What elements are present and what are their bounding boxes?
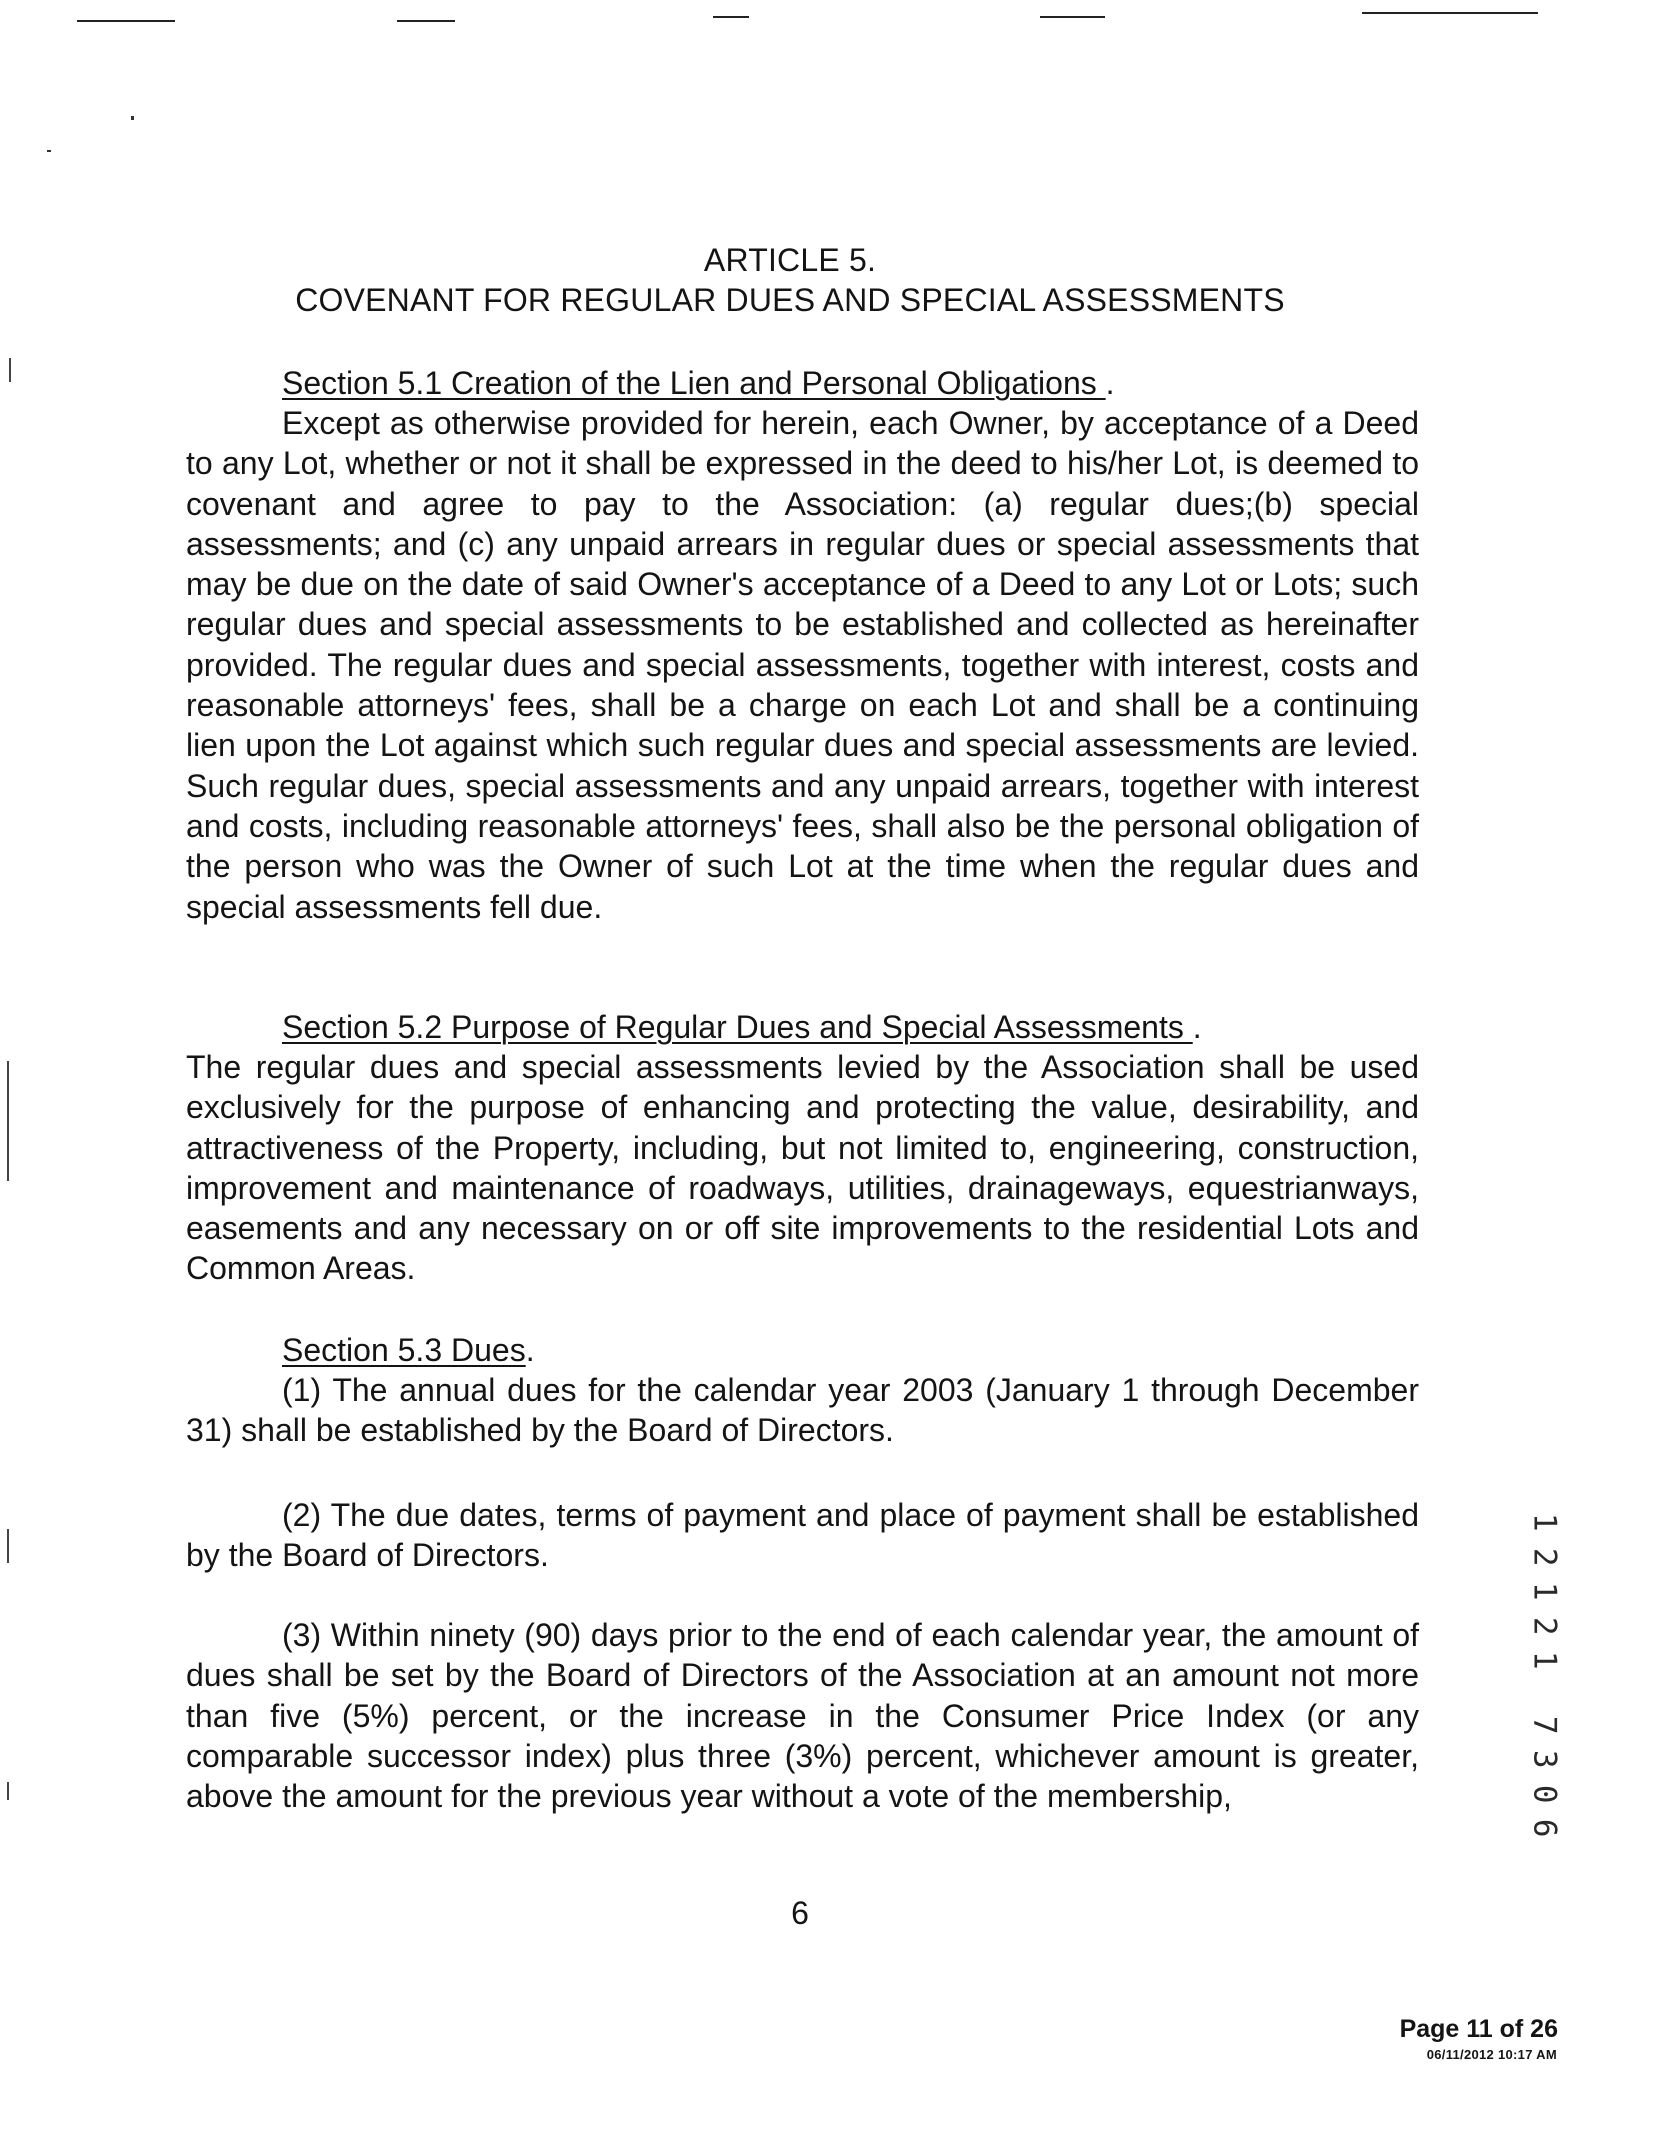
section-paragraph: Except as otherwise provided for herein, each Owner, by acceptance of a Deed to any Lot, whether or not it shall be expressed in the deed to his/her Lot, is deemed to covenant and agree to pay to the Association: (a) regular dues;(b) special assessments; and (c) any unpaid arrears in regular dues or special assessments that may be due on the date of said Owner's acceptance of a Deed to any Lot or Lots; such regular dues and special assessments to be established and collected as hereinafter provided. The regular dues and special assessments, together with interest, costs and reasonable attorneys' fees, shall be a charge on each Lot and shall be a continuing lien upon the Lot against which such regular dues and special assessments are levied. Such regular dues, special assessments and any unpaid arrears, together with interest and costs, including reasonable attorneys' fees, shall also be the personal obligation of the person who was the Owner of such Lot at the time when the regular dues and special assessments fell due.	[186, 405, 1419, 925]
section-paragraph: The regular dues and special assessments levied by the Association shall be used exclusively for the purpose of enhancing and protecting the value, desirability, and attractiveness of the Property, including, but not limited to, engineering, construction, improvement and maintenance of roadways, utilities, drainageways, equestrianways, easements and any necessary on or off site improvements to the residential Lots and Common Areas.	[186, 1049, 1419, 1287]
scan-mark	[1040, 16, 1105, 18]
scan-mark	[7, 1061, 9, 1181]
page-number: 6	[791, 1895, 809, 1931]
scan-mark	[7, 1782, 9, 1800]
section-paragraph: (1) The annual dues for the calendar year 2003 (January 1 through December 31) shall be established by the Board of Directors.	[186, 1372, 1419, 1449]
article-title: COVENANT FOR REGULAR DUES AND SPECIAL ASSESSMENTS	[295, 282, 1285, 318]
scan-mark	[9, 358, 11, 382]
footer-page-label: Page 11 of 26	[1399, 2015, 1558, 2043]
section-heading-text: Section 5.1 Creation of the Lien and Personal Obligations	[282, 365, 1106, 401]
section-heading	[282, 363, 1115, 403]
stamp-digit: 7	[1526, 1715, 1563, 1735]
section-heading-end: .	[1192, 1009, 1202, 1045]
section-heading-end: .	[1105, 365, 1115, 401]
scan-mark	[1362, 12, 1538, 14]
stamp-digit: 6	[1526, 1818, 1563, 1838]
section-heading	[282, 1007, 1202, 1047]
article-number: ARTICLE 5.	[703, 242, 877, 278]
section-heading	[282, 1330, 535, 1370]
footer-timestamp: 06/11/2012 10:17 AM	[1426, 2047, 1557, 2062]
section-paragraph: (2) The due dates, terms of payment and place of payment shall be established by the Board of Directors.	[186, 1497, 1419, 1574]
scan-speck	[47, 150, 51, 152]
scan-mark	[397, 20, 455, 22]
section-heading-end: .	[525, 1332, 535, 1368]
stamp-digit: 1	[1526, 1650, 1563, 1670]
stamp-digit: 0	[1526, 1784, 1563, 1804]
scan-speck	[131, 116, 134, 120]
scan-mark	[77, 20, 175, 22]
scan-mark	[7, 1529, 9, 1563]
section-heading-text: Section 5.3 Dues	[282, 1332, 526, 1368]
scan-mark	[713, 16, 749, 18]
section-paragraph: (3) Within ninety (90) days prior to the end of each calendar year, the amount of dues shall be set by the Board of Directors of the Association at an amount not more than five (5%) percent, or the increase in the Consumer Price Index (or any comparable successor index) plus three (3%) percent, whichever amount is greater, above the amount for the previous year without a vote of the membership,	[186, 1617, 1419, 1815]
stamp-digit: 2	[1526, 1547, 1563, 1567]
stamp-digit: 1	[1526, 1512, 1563, 1532]
stamp-digit: 3	[1526, 1749, 1563, 1769]
stamp-digit: 1	[1526, 1581, 1563, 1601]
recording-stamp	[1525, 1505, 1563, 1846]
section-heading-text: Section 5.2 Purpose of Regular Dues and Special Assessments	[282, 1009, 1193, 1045]
stamp-digit: 2	[1526, 1616, 1563, 1636]
